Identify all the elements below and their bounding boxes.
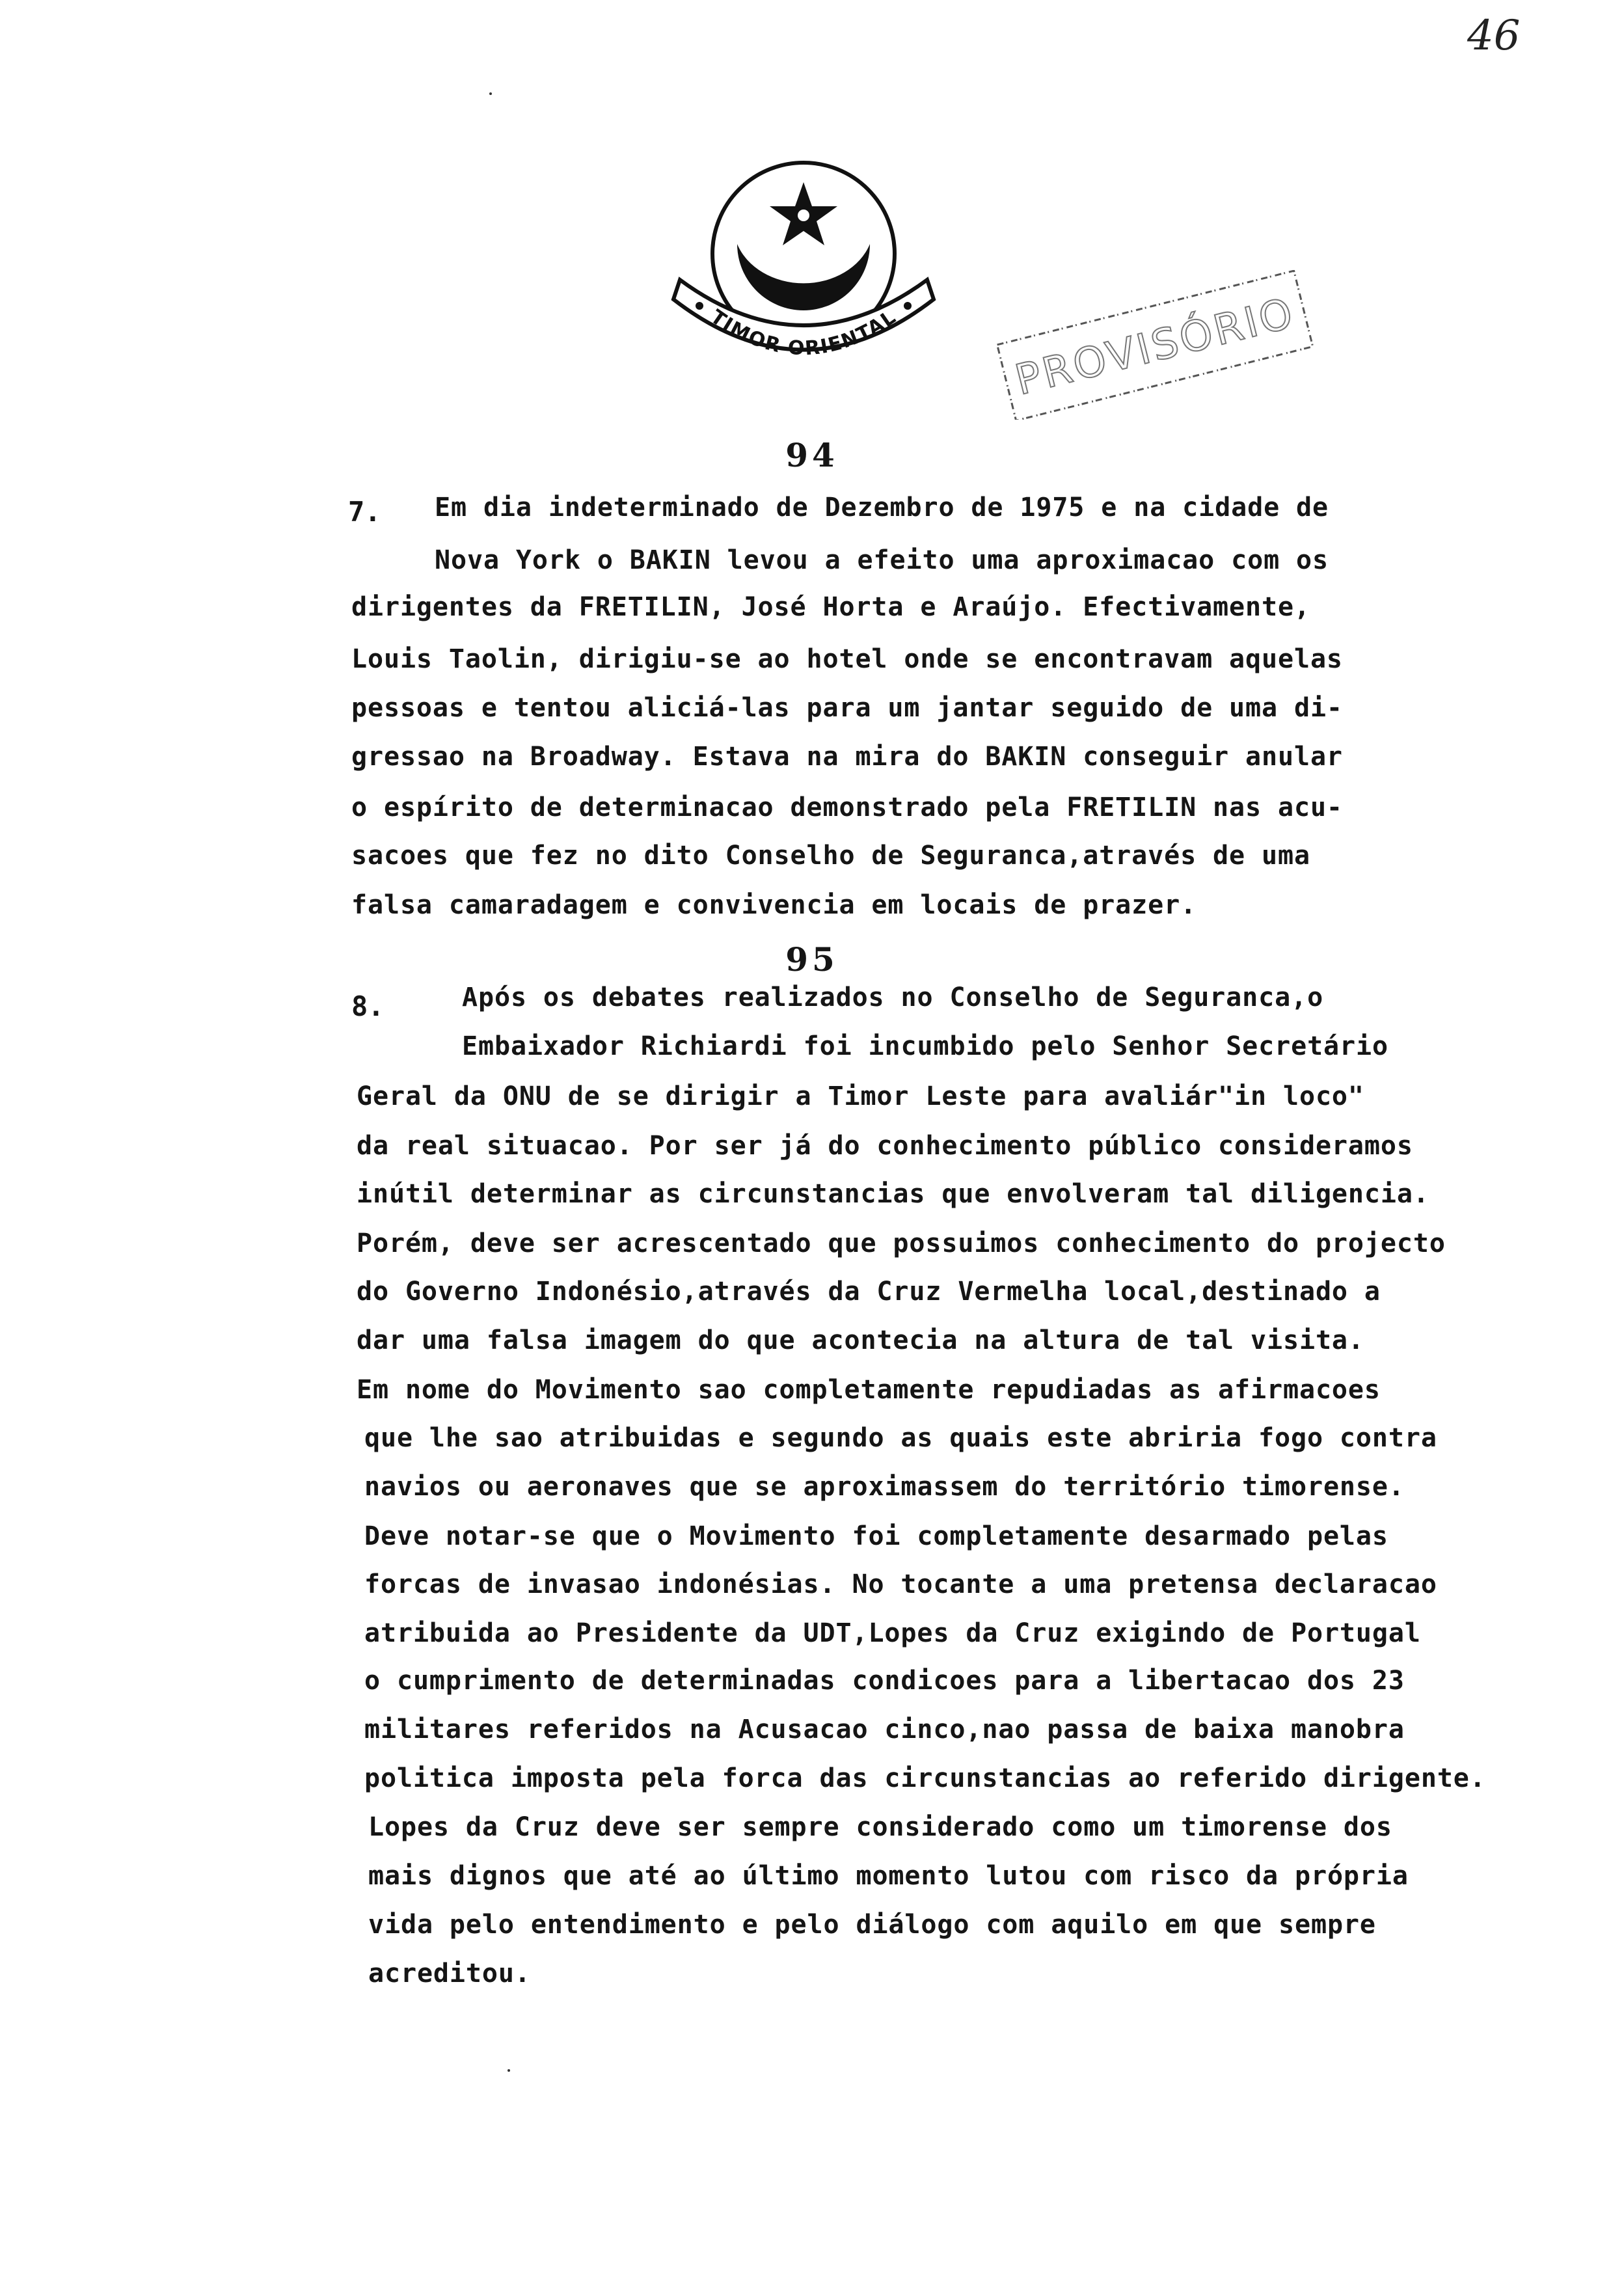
section-number: 95 bbox=[785, 940, 839, 979]
text-line: do Governo Indonésio,através da Cruz Vermelha local,destinado a bbox=[357, 1277, 1381, 1307]
text-line: Em nome do Movimento sao completamente repudiadas as afirmacoes bbox=[357, 1375, 1381, 1405]
text-line: Deve notar-se que o Movimento foi completamente desarmado pelas bbox=[364, 1521, 1388, 1551]
text-line: mais dignos que até ao último momento lutou com risco da própria bbox=[368, 1861, 1409, 1891]
text-line: acreditou. bbox=[368, 1959, 531, 1988]
text-line: vida pelo entendimento e pelo diálogo com aquilo em que sempre bbox=[368, 1910, 1376, 1940]
text-line: inútil determinar as circunstancias que envolveram tal diligencia. bbox=[357, 1179, 1429, 1209]
text-line: dar uma falsa imagem do que acontecia na altura de tal visita. bbox=[357, 1325, 1364, 1355]
text-line: da real situacao. Por ser já do conhecimento público consideramos bbox=[357, 1131, 1413, 1161]
text-line: o espírito de determinacao demonstrado pela FRETILIN nas acu- bbox=[351, 793, 1343, 822]
item-number: 8. bbox=[351, 990, 385, 1022]
handwritten-page-number: 46 bbox=[1467, 12, 1521, 60]
text-line: forcas de invasao indonésias. No tocante a uma pretensa declaracao bbox=[364, 1569, 1437, 1599]
scan-speck bbox=[508, 2069, 510, 2072]
text-line: Geral da ONU de se dirigir a Timor Leste para avaliár"in loco" bbox=[357, 1081, 1364, 1111]
text-line: navios ou aeronaves que se aproximassem do território timorense. bbox=[364, 1472, 1405, 1502]
text-line: gressao na Broadway. Estava na mira do BAKIN conseguir anular bbox=[351, 742, 1343, 772]
text-line: sacoes que fez no dito Conselho de Seguranca,através de uma bbox=[351, 841, 1310, 871]
text-line: Lopes da Cruz deve ser sempre considerado como um timorense dos bbox=[368, 1812, 1392, 1842]
text-line: pessoas e tentou aliciá-las para um jantar seguido de uma di- bbox=[351, 693, 1343, 723]
text-line: Embaixador Richiardi foi incumbido pelo Senhor Secretário bbox=[462, 1031, 1388, 1061]
timor-oriental-emblem-icon bbox=[660, 146, 947, 394]
provisorio-stamp bbox=[989, 270, 1327, 420]
section-number: 94 bbox=[785, 436, 839, 474]
item-number: 7. bbox=[348, 496, 381, 528]
scan-speck bbox=[489, 92, 492, 95]
text-line: Louis Taolin, dirigiu-se ao hotel onde se encontravam aquelas bbox=[351, 644, 1343, 674]
text-line: que lhe sao atribuidas e segundo as quais este abriria fogo contra bbox=[364, 1423, 1437, 1453]
text-line: falsa camaradagem e convivencia em locais de prazer. bbox=[351, 890, 1197, 920]
text-line: atribuida ao Presidente da UDT,Lopes da Cruz exigindo de Portugal bbox=[364, 1618, 1421, 1648]
text-line: Porém, deve ser acrescentado que possuimos conhecimento do projecto bbox=[357, 1228, 1446, 1258]
text-line: o cumprimento de determinadas condicoes para a libertacao dos 23 bbox=[364, 1666, 1405, 1696]
emblem-text: TIMOR ORIENTAL bbox=[706, 305, 901, 360]
text-line: politica imposta pela forca das circunstancias ao referido dirigente. bbox=[364, 1763, 1486, 1793]
text-line: dirigentes da FRETILIN, José Horta e Araújo. Efectivamente, bbox=[351, 592, 1310, 622]
text-line: militares referidos na Acusacao cinco,nao passa de baixa manobra bbox=[364, 1715, 1405, 1744]
text-line: Em dia indeterminado de Dezembro de 1975 e na cidade de bbox=[435, 493, 1329, 522]
text-line: Nova York o BAKIN levou a efeito uma aproximacao com os bbox=[435, 545, 1329, 575]
svg-text:PROVISÓRIO: PROVISÓRIO bbox=[1010, 289, 1300, 405]
text-line: Após os debates realizados no Conselho de Seguranca,o bbox=[462, 983, 1324, 1012]
